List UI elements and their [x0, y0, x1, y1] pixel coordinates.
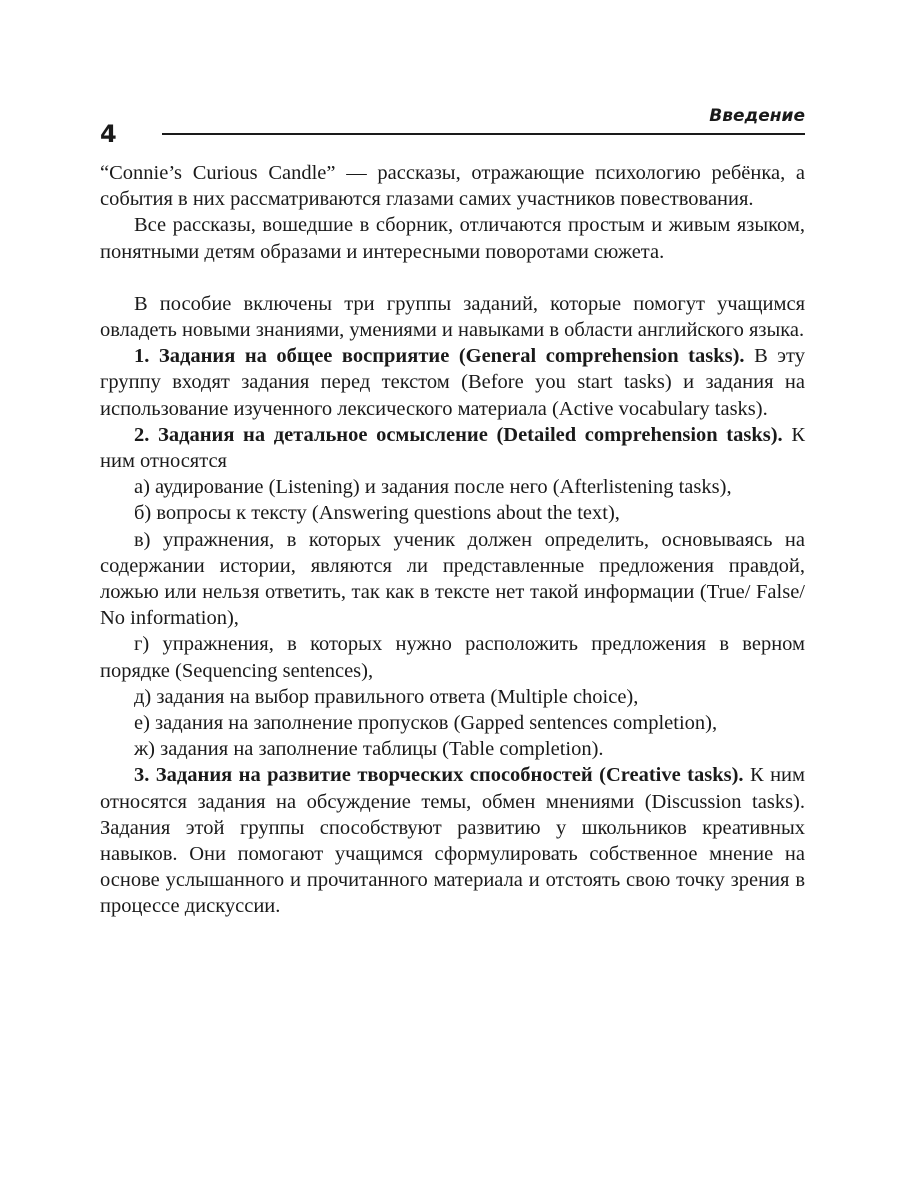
group-2-text: К ним относятся [100, 423, 805, 473]
list-item-a: а) аудирование (Listening) и задания после него (Afterlistening tasks), [134, 476, 732, 499]
group-3-heading: 3. Задания на развитие творческих способностей (Creative tasks). [134, 764, 744, 787]
group-2-heading: 2. Задания на детальное осмысление (Detailed comprehension tasks). [134, 423, 783, 446]
body-text [100, 160, 805, 920]
group-1-text: В эту группу входят задания перед текстом (Before you start tasks) и задания на использование изученного лексического материала (Active vocabulary tasks). [100, 345, 805, 420]
paragraph-task-groups: В пособие включены три группы заданий, которые помогут учащимся овладеть новыми знаниями, умениями и навыками в области английского языка. [100, 292, 805, 342]
list-item-zh: ж) задания на заполнение таблицы (Table completion). [134, 738, 604, 761]
paragraph-group-2 [100, 422, 805, 474]
paragraph-stories: Все рассказы, вошедшие в сборник, отличаются простым и живым языком, понятными детям образами и интересными поворотами сюжета. [100, 214, 805, 263]
page-number: 4 [100, 120, 117, 148]
paragraph-group-3 [100, 762, 805, 919]
group-1-heading: 1. Задания на общее восприятие (General comprehension tasks). [134, 345, 745, 368]
list-item-g: г) упражнения, в которых нужно расположить предложения в верном порядке (Sequencing sentences), [100, 633, 805, 682]
group-3-text: К ним относятся задания на обсуждение темы, обмен мнениями (Discussion tasks). Задания этой группы способствуют развитию у школьников креативных навыков. Они помогают учащимся сформулировать собственное мнение на основе услышанного и прочитанного материала и отстоять свою точку зрения в процессе дискуссии. [100, 764, 805, 918]
section-title: Введение [709, 106, 805, 126]
running-header [100, 104, 805, 148]
list-item-v: в) упражнения, в которых ученик должен определить, основываясь на содержании истории, являются ли представленные предложения правдой, ложью или нельзя ответить, так как в тексте нет такой информации (True/ False/ No information), [100, 528, 805, 630]
list-item-d: д) задания на выбор правильного ответа (Multiple choice), [134, 685, 639, 708]
header-rule [162, 133, 805, 135]
list-item-e: е) задания на заполнение пропусков (Gapped sentences completion), [134, 712, 718, 735]
list-item-b: б) вопросы к тексту (Answering questions about the text), [134, 502, 620, 525]
paragraph-group-1 [100, 343, 805, 422]
paragraph-intro: “Connie’s Curious Candle” — рассказы, отражающие психологию ребёнка, а события в них рассматриваются глазами самих участников повествования. [100, 162, 805, 211]
